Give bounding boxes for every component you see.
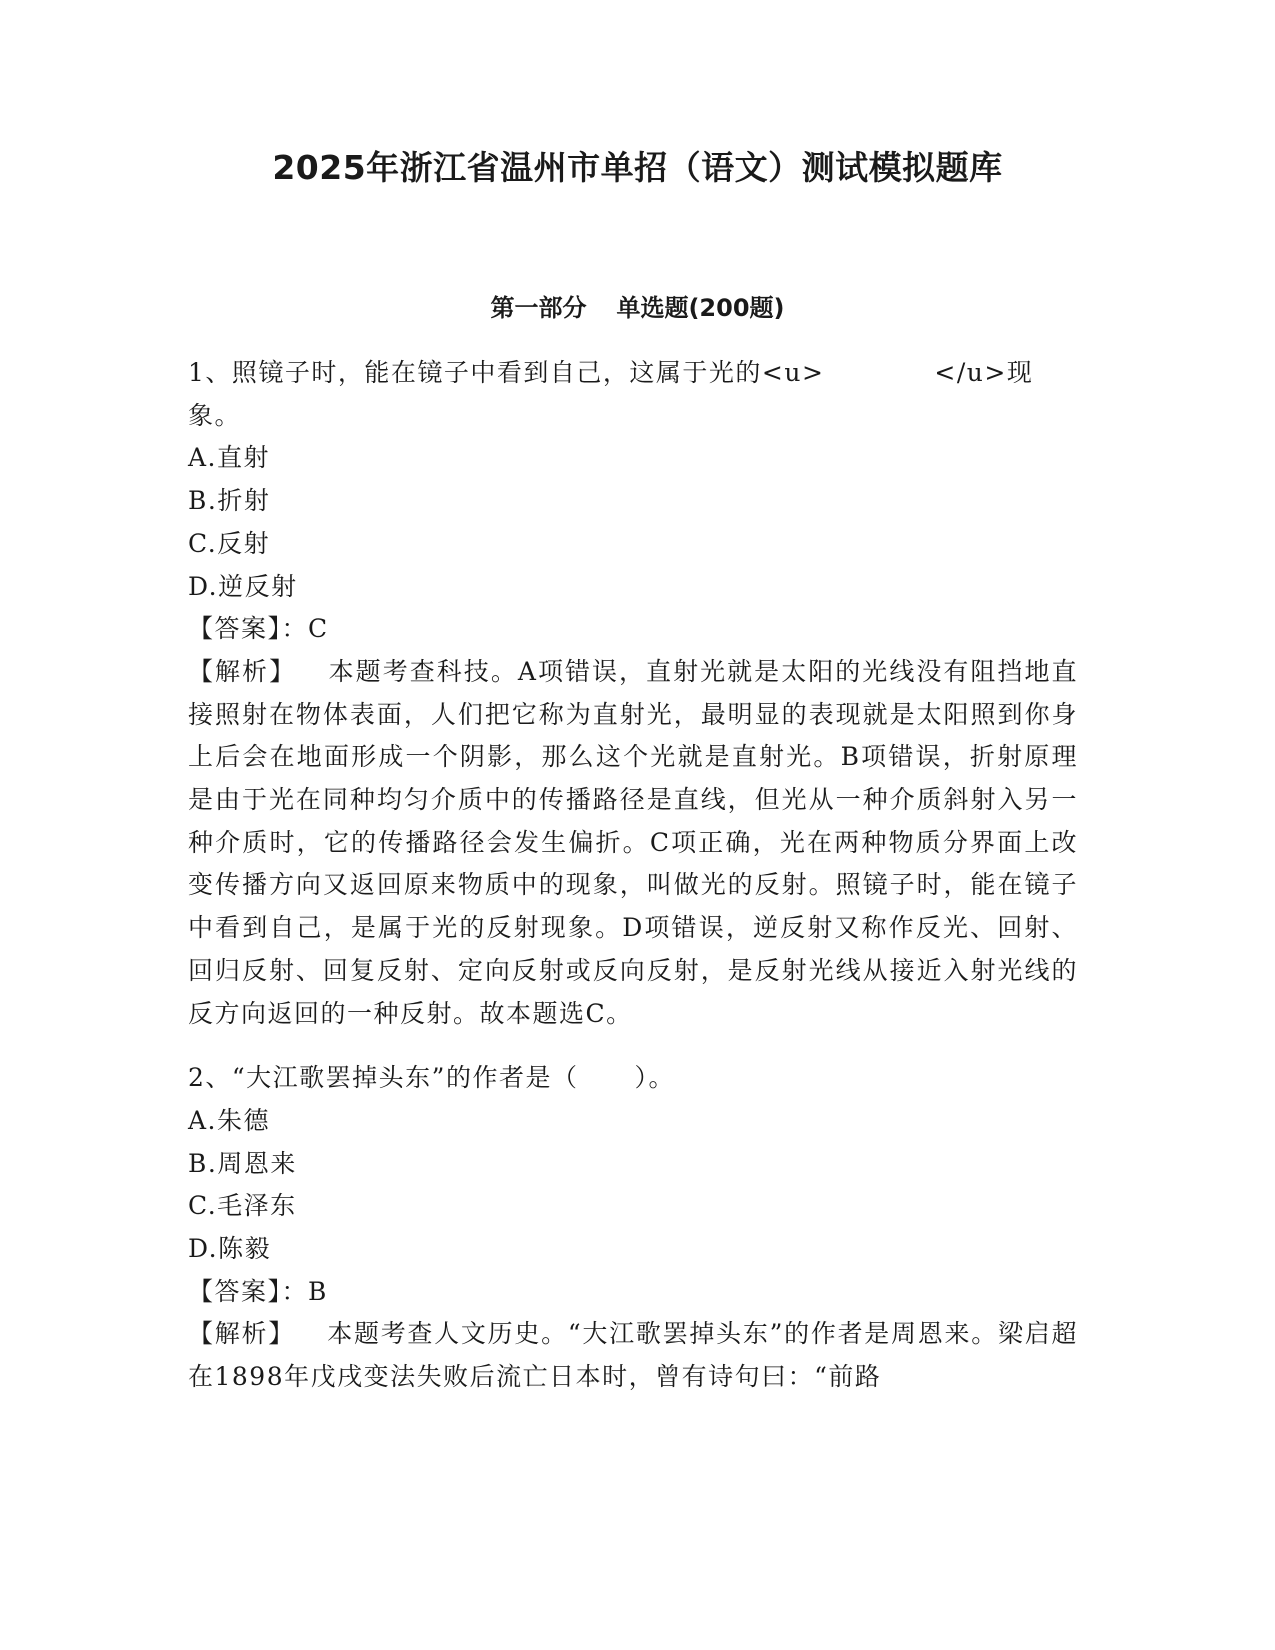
option-c: C.毛泽东: [188, 1191, 297, 1221]
answer-line: 【答案】：C: [188, 614, 329, 644]
question-stem-text: 1、照镜子时，能在镜子中看到自己，这属于光的<u>: [188, 358, 825, 387]
explanation: [188, 1313, 1078, 1398]
explanation-text: 本题考查人文历史。“大江歌罢掉头东”的作者是周恩来。梁启超在1898年戊戌变法失败后流亡日本时，曾有诗句曰：“前路: [188, 1319, 1078, 1392]
question-list: [188, 352, 1078, 1399]
question-stem: [188, 1057, 1078, 1100]
option-b: B.折射: [188, 486, 271, 516]
section-label: 第一部分: [490, 294, 587, 322]
option-a: A.朱德: [188, 1105, 271, 1135]
option-d: D.逆反射: [188, 571, 298, 601]
option-d: D.陈毅: [188, 1234, 272, 1264]
question-stem: [188, 352, 1078, 437]
option-a: A.直射: [188, 443, 271, 473]
question-item: [188, 352, 1078, 1035]
answer-line: 【答案】：B: [188, 1276, 328, 1306]
explanation: [188, 651, 1078, 1035]
question-stem-text: 2、“大江歌罢掉头东”的作者是（: [188, 1063, 579, 1093]
option-c: C.反射: [188, 528, 271, 558]
question-stem-tail: ）。: [634, 1063, 675, 1093]
explanation-text: 本题考查科技。A项错误，直射光就是太阳的光线没有阻挡地直接照射在物体表面，人们把它称为直射光，最明显的表现就是太阳照到你身上后会在地面形成一个阴影，那么这个光就是直射光。B项错误，折射原理是由于光在同种均匀介质中的传播路径是直线，但光从一种介质斜射入另一种介质时，它的传播路径会发生偏折。C项正确，光在两种物质分界面上改变传播方向又返回原来物质中的现象，叫做光的反射。照镜子时，能在镜子中看到自己，是属于光的反射现象。D项错误，逆反射又称作反光、回射、回归反射、回复反射、定向反射或反向反射，是反射光线从接近入射光线的反方向返回的一种反射。故本题选C。: [188, 656, 1078, 1028]
explanation-label: 【解析】: [188, 656, 297, 686]
section-subtitle: 单选题(200题): [616, 294, 785, 322]
question-stem-tail: </u>现象。: [188, 358, 1034, 430]
section-heading: [0, 290, 1275, 326]
question-item: [188, 1057, 1078, 1399]
option-b: B.周恩来: [188, 1148, 297, 1178]
explanation-label: 【解析】: [188, 1319, 295, 1349]
document-title: 2025年浙江省温州市单招（语文）测试模拟题库: [272, 148, 1003, 187]
